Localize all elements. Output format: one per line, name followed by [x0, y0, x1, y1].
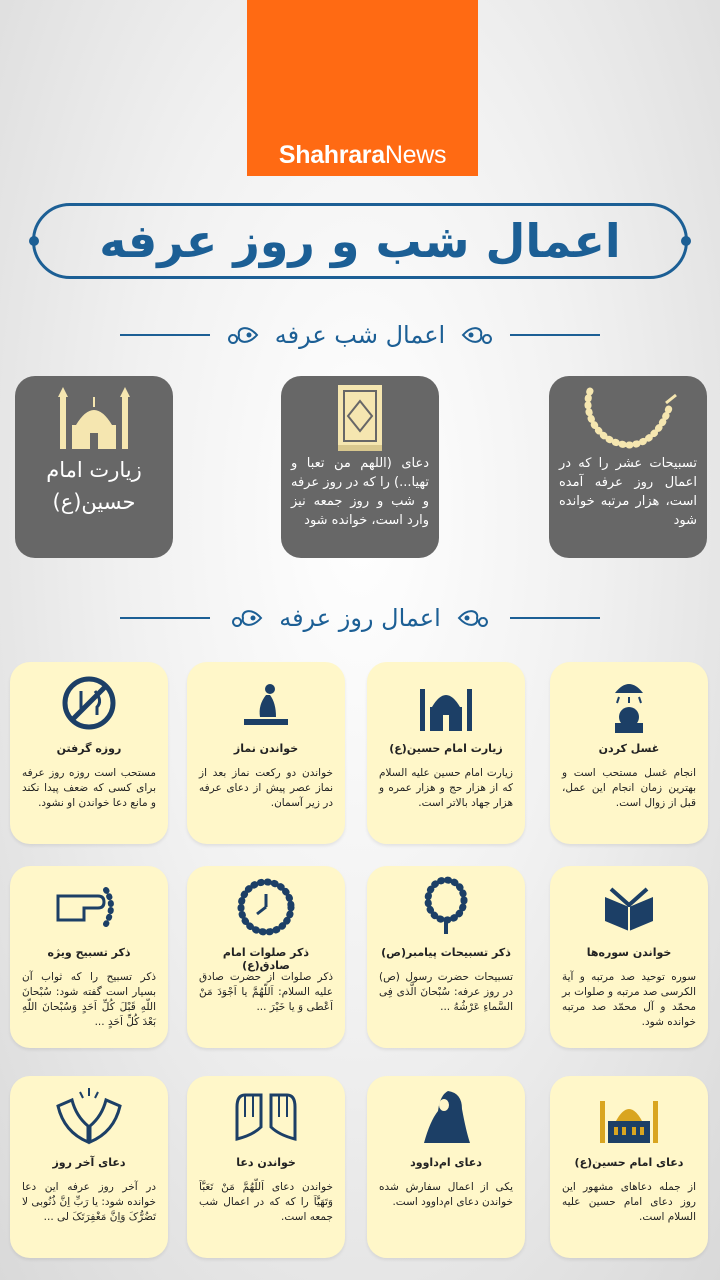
brand-wordmark: ShahraraNews: [278, 141, 447, 169]
quran-book-icon: [332, 383, 388, 453]
day-section-title: اعمال روز عرفه: [279, 604, 441, 632]
ornament-icon: [455, 601, 489, 635]
night-card-text: تسبیحات عشر را که در اعمال روز عرفه آمده است، هزار مرتبه خوانده شود: [559, 456, 697, 528]
night-section-title: اعمال شب عرفه: [274, 321, 446, 349]
day-card-title: ذکر صلوات امام صادق(ع): [222, 946, 310, 972]
day-card-umm-dawood: [367, 1076, 525, 1258]
day-card-fasting: [10, 662, 168, 844]
ornament-icon: [227, 318, 261, 352]
night-card-text: زیارت امام حسین(ع): [46, 458, 142, 514]
day-card-text: ذکر تسبیح را که ثواب آن بسیار است گفته شود: سُبْحانَ اللّهِ قَبْلَ کُلِّ اَحَدٍ وَسُبْحانَ اللّهِ بَعْدَ کُلِّ اَحَدٍ ...: [22, 971, 156, 1028]
praying-woman-icon: [418, 1087, 474, 1147]
day-card-text: مستحب است روزه روز عرفه برای کسی که ضعف پیدا نکند و مانع دعا خواندن او نشود.: [22, 767, 156, 809]
tasbih-icon: [416, 876, 476, 938]
open-quran-icon: [599, 877, 659, 937]
night-section-header: [120, 315, 600, 355]
brand-logo: [247, 0, 478, 176]
day-card-text: خواندن دعای اَللّهُمَّ مَنْ تَعَبَّاَ وَتَهَیَّاَ را که که در اعمال شب جمعه است.: [199, 1181, 333, 1223]
main-title-frame: [32, 203, 688, 279]
day-card-title: روزه گرفتن: [56, 742, 122, 755]
day-card-title: زیارت امام حسین(ع): [389, 742, 503, 755]
night-card-ziyarat: [15, 376, 173, 558]
day-card-title: خواندن سوره‌ها: [586, 946, 672, 959]
day-card-title: دعای آخر روز: [52, 1156, 126, 1169]
day-card-special-tasbih: [10, 866, 168, 1048]
prayer-beads-icon: [578, 383, 678, 453]
day-card-sadiq-salawat: [187, 866, 345, 1048]
clock-beads-icon: [235, 876, 297, 938]
praying-person-icon: [236, 673, 296, 733]
day-card-text: خواندن دو رکعت نماز بعد از نماز عصر پیش از دعای عرفه در زیر آسمان.: [199, 767, 333, 809]
day-card-title: دعای امام حسین(ع): [574, 1156, 684, 1169]
night-card-dua: [281, 376, 439, 558]
shower-icon: [599, 673, 659, 733]
day-card-text: انجام غسل مستحب است و بهترین زمان انجام این عمل، قبل از زوال است.: [562, 767, 696, 809]
golden-shrine-icon: [594, 1089, 664, 1145]
ornament-icon: [231, 601, 265, 635]
day-card-title: خواندن دعا: [236, 1156, 296, 1169]
day-card-hussain-dua: [550, 1076, 708, 1258]
day-card-prophet-tasbih: [367, 866, 525, 1048]
day-card-title: دعای ام‌داوود: [410, 1156, 482, 1169]
main-title: اعمال شب و روز عرفه: [99, 214, 621, 268]
day-card-text: از جمله دعاهای مشهور این روز دعای امام حسین علیه السلام است.: [562, 1181, 696, 1223]
hand-beads-icon: [54, 876, 124, 938]
day-card-text: در آخر روز عرفه این دعا خوانده شود: یا رَبِّ اِنَّ ذُنُوبی لا تَضُرُّکَ وَاِنَّ مَغْفِرَتَکَ لی ...: [22, 1181, 156, 1223]
day-card-title: خواندن نماز: [233, 742, 299, 755]
night-card-tasbihat: [549, 376, 707, 558]
day-card-ziyarat: [367, 662, 525, 844]
shrine-icon: [54, 385, 134, 451]
day-card-text: ذکر صلوات از حضرت صادق علیه السلام: اَللّهُمَّ یا اَجْوَدَ مَنْ اَعْطی وَ یا خَیْرَ ...: [199, 971, 333, 1013]
day-card-ghusl: [550, 662, 708, 844]
day-card-namaz: [187, 662, 345, 844]
ornament-icon: [459, 318, 493, 352]
open-hands-icon: [54, 1086, 124, 1148]
no-food-icon: [59, 673, 119, 733]
day-card-text: زیارت امام حسین علیه السلام که از هزار حج و هزار عمره و هزار جهاد بالاتر است.: [379, 767, 513, 809]
day-card-text: تسبیحات حضرت رسول (ص) در روز عرفه: سُبْحانَ الَّذی فِی السَّماءِ عَرْشُهُ ...: [379, 971, 513, 1013]
day-card-surahs: [550, 866, 708, 1048]
day-card-end-of-day-dua: [10, 1076, 168, 1258]
raised-hands-icon: [231, 1087, 301, 1147]
day-card-title: غسل کردن: [598, 742, 660, 755]
day-card-title: ذکر تسبیحات پیامبر(ص): [381, 946, 511, 959]
day-card-text: یکی از اعمال سفارش شده خواندن دعای ام‌داوود است.: [379, 1181, 513, 1208]
mosque-icon: [416, 673, 476, 733]
day-section-header: [120, 598, 600, 638]
day-card-reading-dua: [187, 1076, 345, 1258]
day-card-text: سوره توحید صد مرتبه و آیة الکرسی صد مرتبه و صلوات بر محمّد و آل محمّد صد مرتبه خوانده شود.: [562, 971, 696, 1028]
day-card-title: ذکر تسبیح ویژه: [47, 946, 131, 959]
night-card-text: دعای (اللهم من تعبا و تهیا...) را که در روز عرفه و شب و روز جمعه نیز وارد است، خوانده شود: [291, 456, 429, 528]
